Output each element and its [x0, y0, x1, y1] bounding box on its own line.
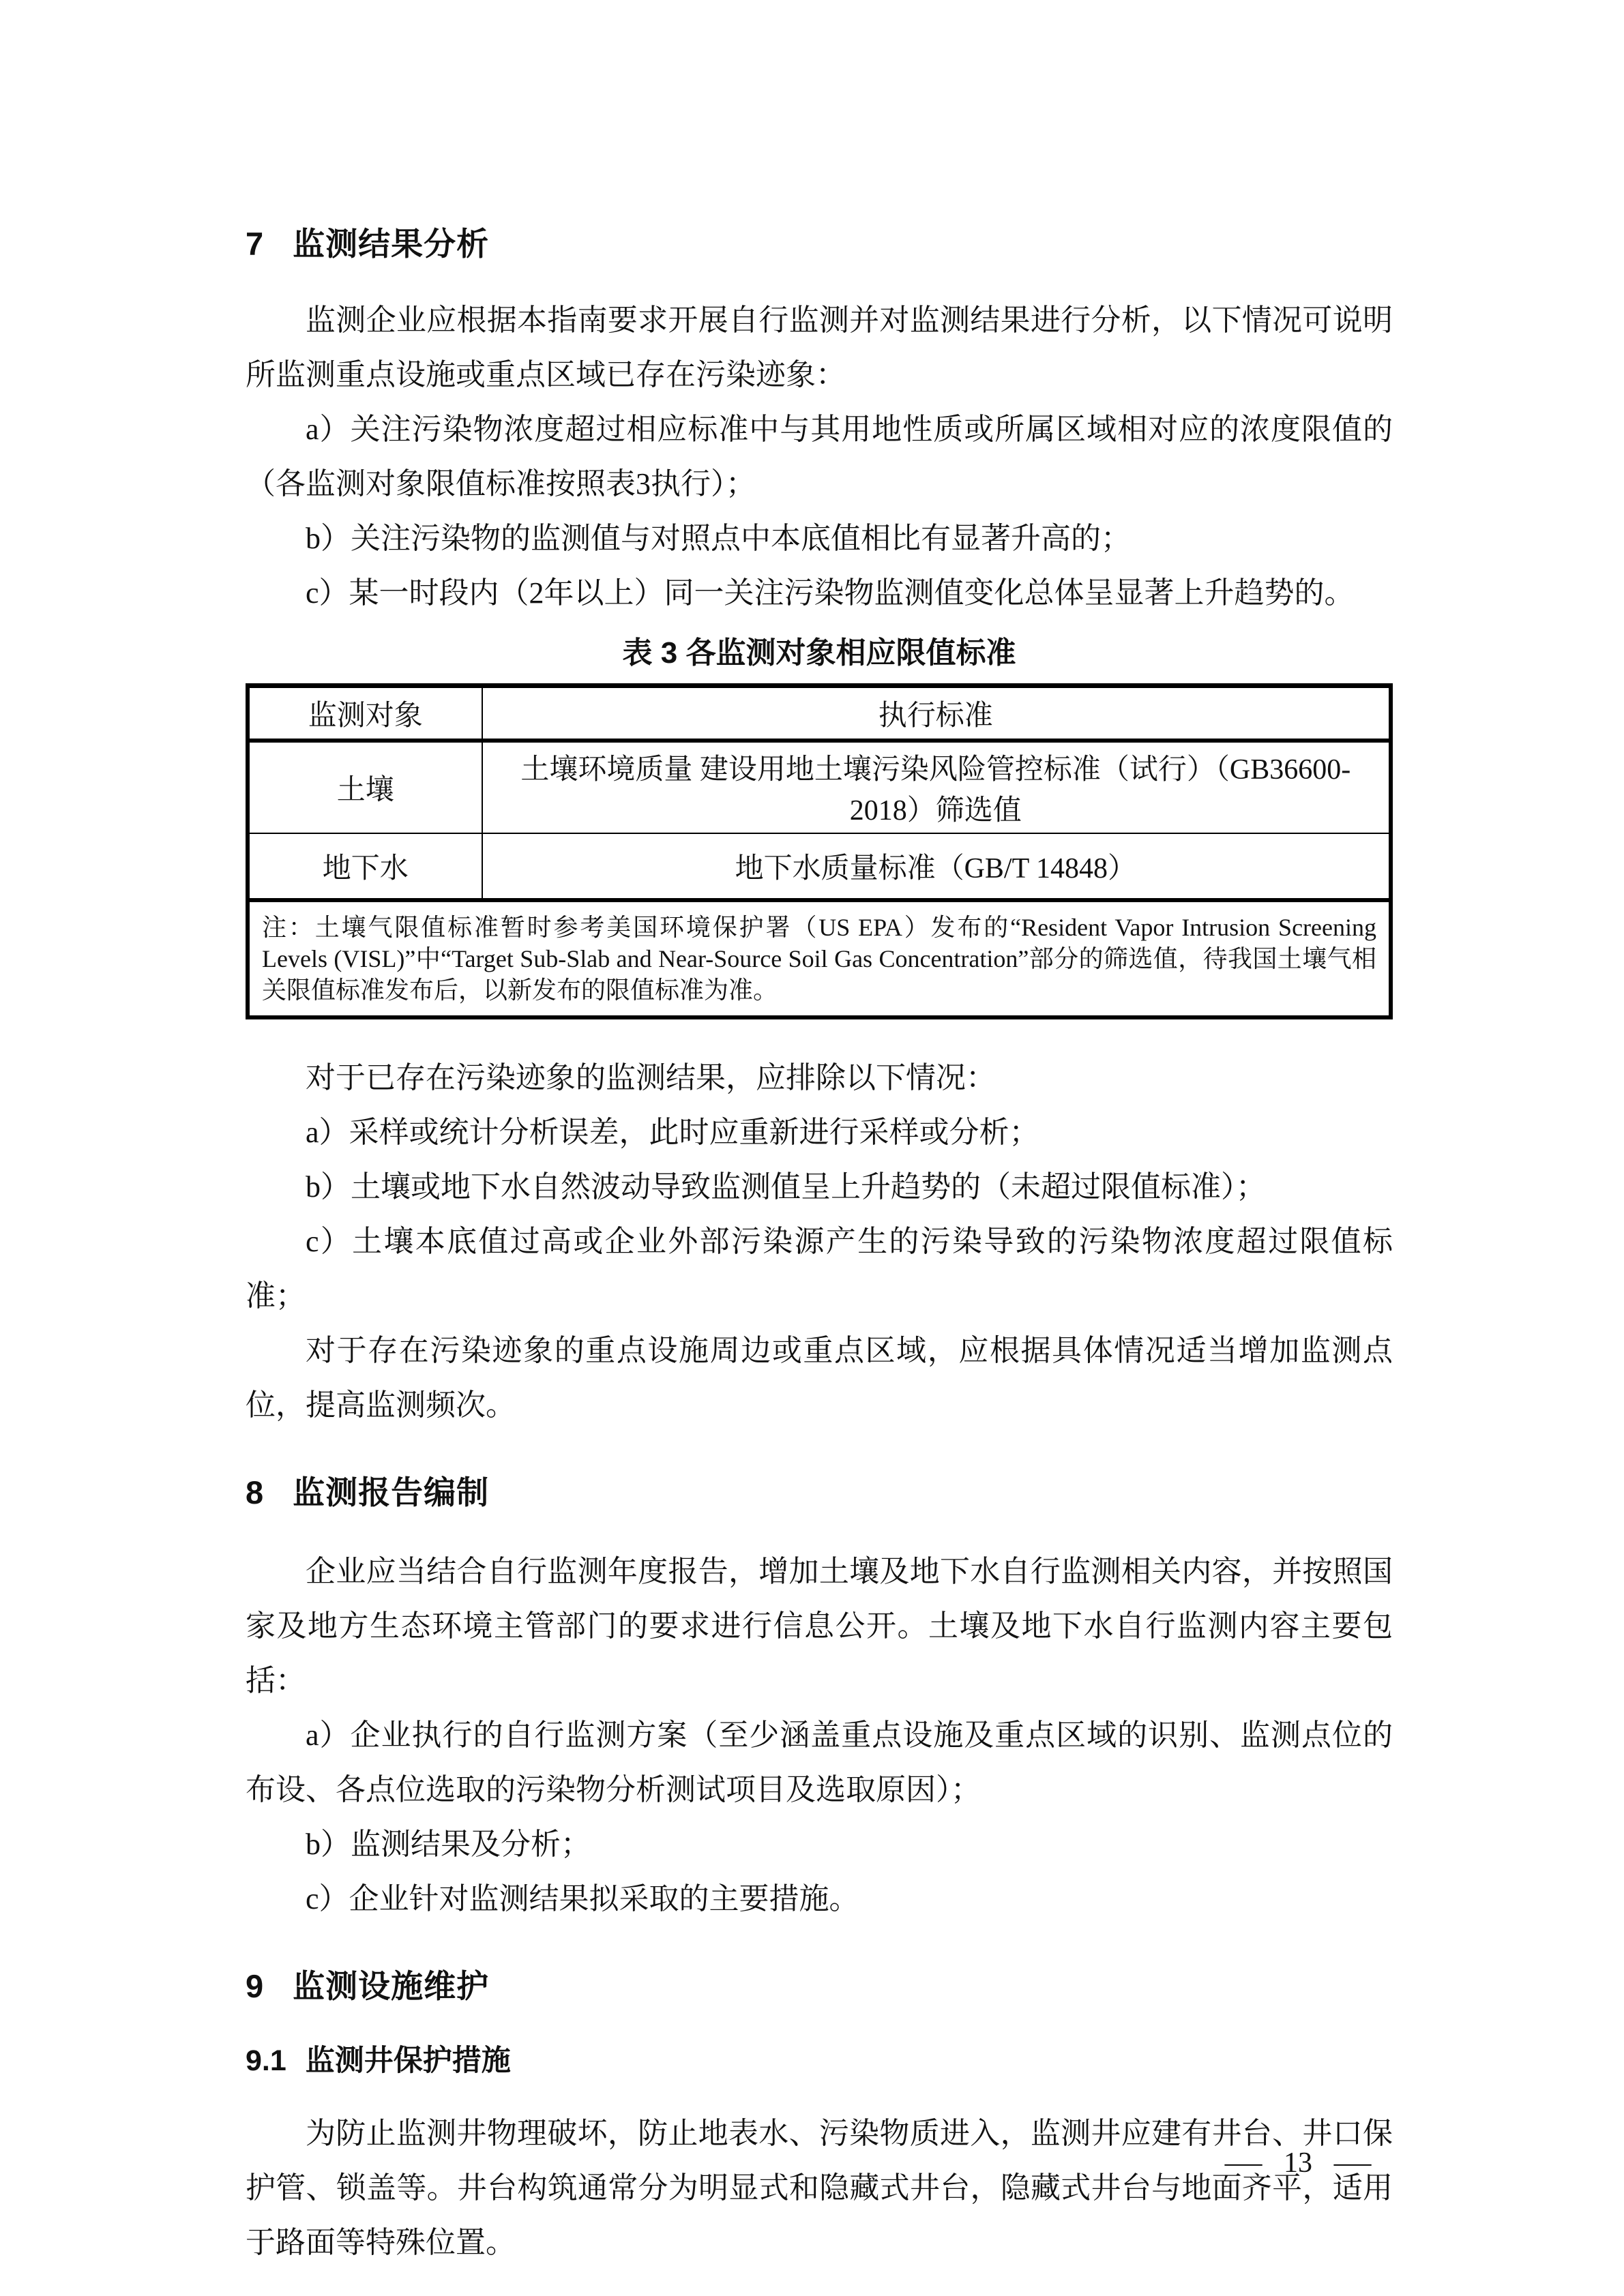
table-row-soil [248, 741, 1391, 833]
footer-dash-left: — [1224, 2147, 1263, 2179]
s8-item-b: b）监测结果及分析； [306, 1828, 591, 1861]
s7-item-a: a）关注污染物浓度超过相应标准中与其用地性质或所属区域相对应的浓度限值的（各监测对象限值标准按照表3执行）； [246, 413, 1393, 501]
cell-soil-label: 土壤 [248, 741, 482, 833]
section-8-heading [246, 1474, 1393, 1512]
col-header-object: 监测对象 [248, 686, 482, 741]
footer-dash-right: — [1333, 2147, 1372, 2179]
limits-table [246, 683, 1393, 1019]
section-9-title: 监测设施维护 [293, 1968, 490, 2004]
col-header-standard: 执行标准 [482, 686, 1391, 741]
section-9-1-heading [246, 2044, 1393, 2078]
cell-soil-standard: 土壤环境质量 建设用地土壤污染风险管控标准（试行）（GB36600-2018）筛选值 [482, 741, 1391, 833]
page-footer [246, 2147, 1405, 2179]
table-header-row [248, 686, 1391, 741]
section-7-number: 7 [246, 226, 265, 262]
cell-groundwater-label: 地下水 [248, 833, 482, 900]
s7-exclude-item-c: c）土壤本底值过高或企业外部污染源产生的污染导致的污染物浓度超过限值标准； [246, 1225, 1393, 1313]
table3-caption: 表 3 各监测对象相应限值标准 [622, 636, 1016, 670]
s7-intro-paragraph: 监测企业应根据本指南要求开展自行监测并对监测结果进行分析，以下情况可说明所监测重点设施或重点区域已存在污染迹象： [246, 303, 1393, 391]
page-number: 13 [1284, 2147, 1312, 2179]
section-7-heading [246, 225, 1393, 263]
s8-intro-paragraph: 企业应当结合自行监测年度报告，增加土壤及地下水自行监测相关内容，并按照国家及地方生态环境主管部门的要求进行信息公开。土壤及地下水自行监测内容主要包括： [246, 1555, 1393, 1697]
section-9-number: 9 [246, 1968, 265, 2004]
s8-item-a: a）企业执行的自行监测方案（至少涵盖重点设施及重点区域的识别、监测点位的布设、各点位选取的污染物分析测试项目及选取原因）； [246, 1718, 1393, 1806]
section-9-heading [246, 1967, 1393, 2006]
section-9-1-title: 监测井保护措施 [305, 2044, 511, 2077]
s7-item-b: b）关注污染物的监测值与对照点中本底值相比有显著升高的； [306, 522, 1131, 555]
s7-closing-paragraph: 对于存在污染迹象的重点设施周边或重点区域，应根据具体情况适当增加监测点位，提高监测频次。 [246, 1334, 1393, 1422]
s7-item-c: c）某一时段内（2年以上）同一关注污染物监测值变化总体呈显著上升趋势的。 [306, 576, 1355, 610]
section-8-number: 8 [246, 1474, 265, 1510]
s8-item-c: c）企业针对监测结果拟采取的主要措施。 [306, 1882, 859, 1915]
table-note: 注：土壤气限值标准暂时参考美国环境保护署（US EPA）发布的“Resident Vapor Intrusion Screening Levels (VISL)”中“Target Sub-Slab and Near-Source Soil Gas Concentration”部分的筛选值，待我国土壤气相关限值标准发布后，以新发布的限值标准为准。 [248, 900, 1391, 1017]
table-row-groundwater [248, 833, 1391, 900]
s7-exclude-intro: 对于已存在污染迹象的监测结果，应排除以下情况： [306, 1061, 996, 1094]
s7-exclude-item-b: b）土壤或地下水自然波动导致监测值呈上升趋势的（未超过限值标准）； [306, 1170, 1266, 1204]
section-8-title: 监测报告编制 [293, 1474, 490, 1510]
page-content [246, 225, 1393, 2270]
cell-groundwater-standard: 地下水质量标准（GB/T 14848） [482, 833, 1391, 900]
section-9-1-number: 9.1 [246, 2044, 286, 2077]
table-note-row [248, 900, 1391, 1017]
s7-exclude-item-a: a）采样或统计分析误差，此时应重新进行采样或分析； [306, 1116, 1039, 1149]
section-7-title: 监测结果分析 [293, 226, 490, 262]
s9-paragraph: 为防止监测井物理破坏，防止地表水、污染物质进入，监测井应建有井台、井口保护管、锁盖等。井台构筑通常分为明显式和隐藏式井台，隐藏式井台与地面齐平，适用于路面等特殊位置。 [246, 2117, 1393, 2259]
